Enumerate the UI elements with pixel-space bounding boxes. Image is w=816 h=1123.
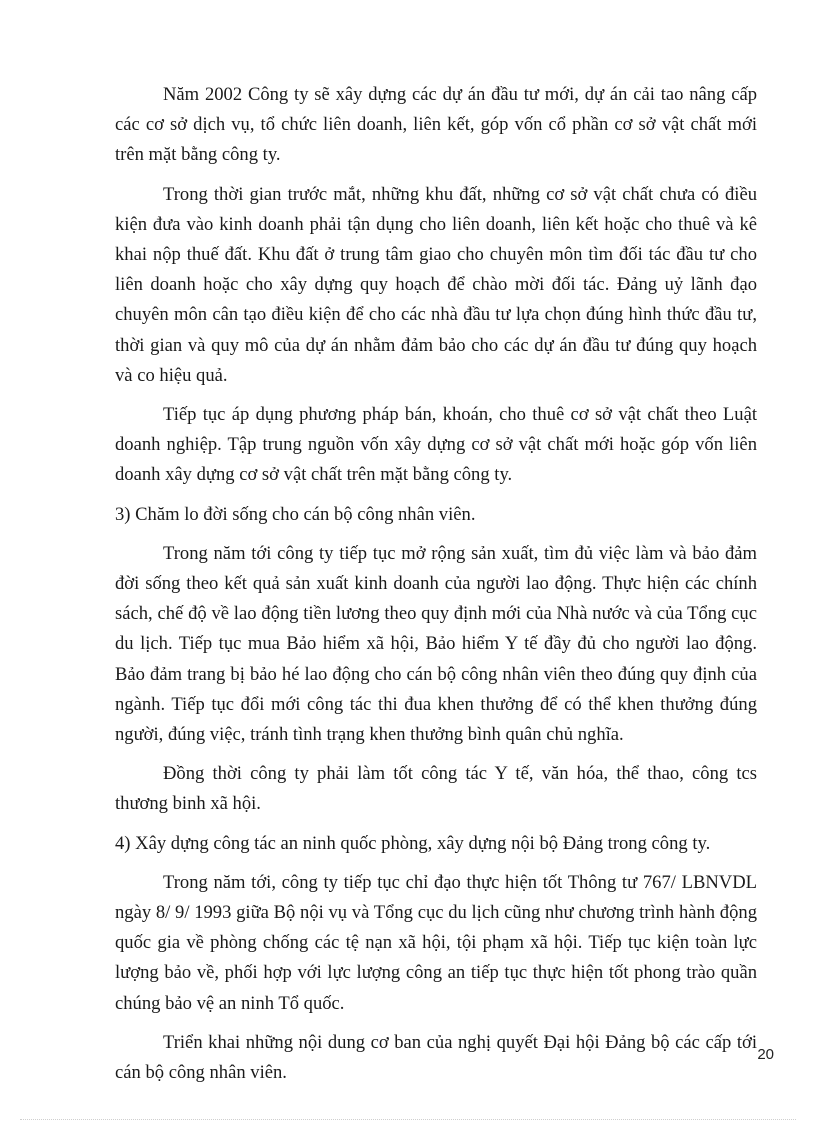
paragraph-investment-plans: Năm 2002 Công ty sẽ xây dựng các dự án đầu tư mới, dự án cải tao nâng cấp các cơ sở dịch vụ, tổ chức liên doanh, liên kết, góp vốn cổ phần cơ sở vật chất mới trên mặt bằng công ty. <box>115 84 757 166</box>
section-heading-4: 4) Xây dựng công tác an ninh quốc phòng, xây dựng nội bộ Đảng trong công ty. <box>115 832 711 854</box>
paragraph-security: Trong năm tới, công ty tiếp tục chỉ đạo thực hiện tốt Thông tư 767/ LBNVDL ngày 8/ 9/ 1993 giữa Bộ nội vụ và Tổng cục du lịch cũng như chương trình hành động quốc gia về phòng chống các tệ nạn xã hội, tội phạm xã hội. Tiếp tục kiện toàn lực lượng bảo về, phối hợp với lực lượng công an tiếp tục thực hiện tốt phong trào quần chúng bảo vệ an ninh Tổ quốc. <box>115 871 757 1014</box>
page-number: 20 <box>757 1046 774 1063</box>
paragraph-employee-welfare: Trong năm tới công ty tiếp tục mở rộng sản xuất, tìm đủ việc làm và bảo đảm đời sống theo kết quả sản xuất kinh doanh của người lao động. Thực hiện các chính sách, chế độ về lao động tiền lương theo quy định mới của Nhà nước và của Tổng cục du lịch. Tiếp tục mua Bảo hiểm xã hội, Bảo hiểm Y tế đầy đủ cho người lao động. Bảo đảm trang bị bảo hé lao động cho cán bộ công nhân viên theo đúng quy định của ngành. Tiếp tục đổi mới công tác thi đua khen thưởng để có thể khen thưởng đúng người, đúng việc, tránh tình trạng khen thưởng bình quân chủ nghĩa. <box>115 542 757 746</box>
paragraph-party-resolution: Triển khai những nội dung cơ ban của nghị quyết Đại hội Đảng bộ các cấp tới cán bộ công nhân viên. <box>115 1031 757 1084</box>
section-heading-3: 3) Chăm lo đời sống cho cán bộ công nhân viên. <box>115 503 476 525</box>
page-bottom-divider <box>20 1119 796 1120</box>
paragraph-health-culture: Đồng thời công ty phải làm tốt công tác Y tế, văn hóa, thể thao, công tcs thương binh xã hội. <box>115 763 757 815</box>
paragraph-land-use: Trong thời gian trước mắt, những khu đất, những cơ sở vật chất chưa có điều kiện đưa vào kinh doanh phải tận dụng cho liên doanh, liên kết hoặc cho thuê và kê khai nộp thuế đất. Khu đất ở trung tâm giao cho chuyên môn tìm đối tác đầu tư cho liên doanh hoặc cho xây dựng quy hoạch để chào mời đối tác. Đảng uỷ lãnh đạo chuyên môn cân tạo điều kiện để cho các nhà đầu tư lựa chọn đúng hình thức đầu tư, thời gian và quy mô của dự án nhằm đảm bảo cho các dự án đầu tư đúng quy hoạch và co hiệu quả. <box>115 183 757 386</box>
paragraph-enterprise-law: Tiếp tục áp dụng phương pháp bán, khoán, cho thuê cơ sở vật chất theo Luật doanh nghiệp. Tập trung nguồn vốn xây dựng cơ sở vật chất mới hoặc góp vốn liên doanh xây dựng cơ sở vật chất trên mặt bằng công ty. <box>115 404 757 486</box>
page-body <box>115 80 757 1097</box>
